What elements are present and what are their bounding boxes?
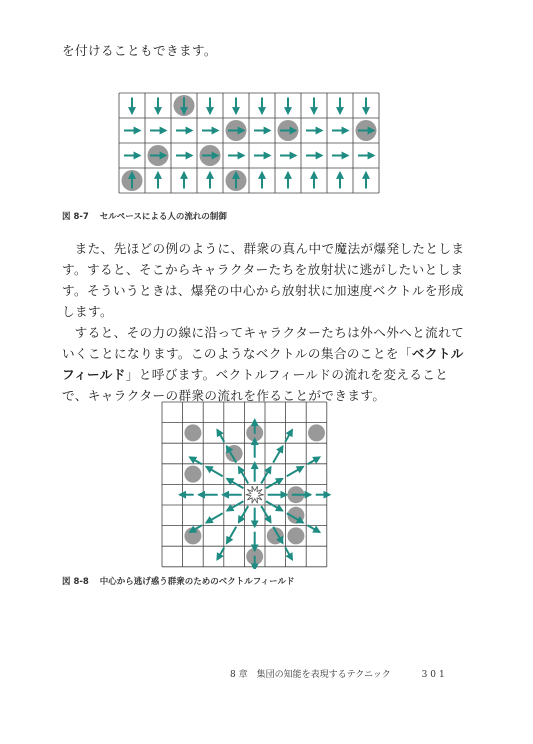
page-number: 301 bbox=[421, 670, 448, 680]
paragraph: また、先ほどの例のように、群衆の真ん中で魔法が爆発したとします。すると、そこからキャラクターたちを放射状に逃がしたいとします。そういうときは、爆発の中心から放射状に加速度ベクトルを形成します。 bbox=[62, 241, 465, 319]
intro-line: を付けることもできます。 bbox=[62, 43, 217, 58]
vector-arrow bbox=[227, 527, 237, 543]
figure-8-8-vector-field bbox=[161, 401, 341, 569]
paragraph bbox=[62, 322, 472, 406]
vector-arrow bbox=[285, 548, 292, 560]
person-circle bbox=[287, 527, 304, 544]
vector-arrow bbox=[261, 506, 271, 522]
vector-arrow bbox=[206, 467, 222, 477]
explosion-icon bbox=[246, 486, 264, 503]
figure-8-8-caption bbox=[62, 575, 294, 587]
vector-arrow bbox=[308, 525, 320, 532]
vector-arrow bbox=[217, 430, 224, 442]
figure-label: 図 8-7 bbox=[62, 212, 89, 222]
vector-arrow bbox=[217, 548, 224, 560]
vector-arrow bbox=[227, 479, 243, 489]
vector-arrow bbox=[227, 501, 243, 511]
chapter-title: 8 章 集団の知能を表現するテクニック bbox=[230, 670, 391, 680]
body-paragraphs bbox=[62, 238, 472, 406]
vector-arrow bbox=[285, 430, 292, 442]
vector-arrow bbox=[266, 479, 282, 489]
vector-arrow bbox=[190, 457, 202, 464]
vector-arrow bbox=[266, 501, 282, 511]
vector-arrow bbox=[206, 513, 222, 523]
vector-arrow bbox=[261, 467, 271, 483]
figure-8-7-grid bbox=[117, 92, 381, 194]
paragraph-text: すると、その力の線に沿ってキャラクターたちは外へ外へと流れていくことになります。このようなベクトルの集合のことを「 bbox=[62, 325, 465, 361]
figure-caption-text: 中心から逃げ惑う群衆のためのベクトルフィールド bbox=[99, 577, 295, 587]
figure-caption-text: セルペースによる人の流れの制御 bbox=[99, 212, 227, 222]
vector-arrow bbox=[273, 446, 283, 462]
vector-arrow bbox=[239, 506, 249, 522]
person-circle bbox=[184, 466, 201, 483]
vector-arrow bbox=[308, 457, 320, 464]
vector-arrow bbox=[287, 467, 303, 477]
vector-arrow bbox=[239, 467, 249, 483]
figure-8-7-caption bbox=[62, 210, 227, 222]
paragraph-text: 」と呼びます。ベクトルフィールドの流れを変えることで、キャラクターの群衆の流れを作ることができます。 bbox=[62, 367, 449, 403]
bold-term: ベクトルフィールド bbox=[62, 346, 464, 382]
person-circle bbox=[308, 424, 325, 441]
person-circle bbox=[184, 424, 201, 441]
figure-label: 図 8-8 bbox=[62, 577, 89, 587]
page-footer bbox=[230, 667, 448, 680]
